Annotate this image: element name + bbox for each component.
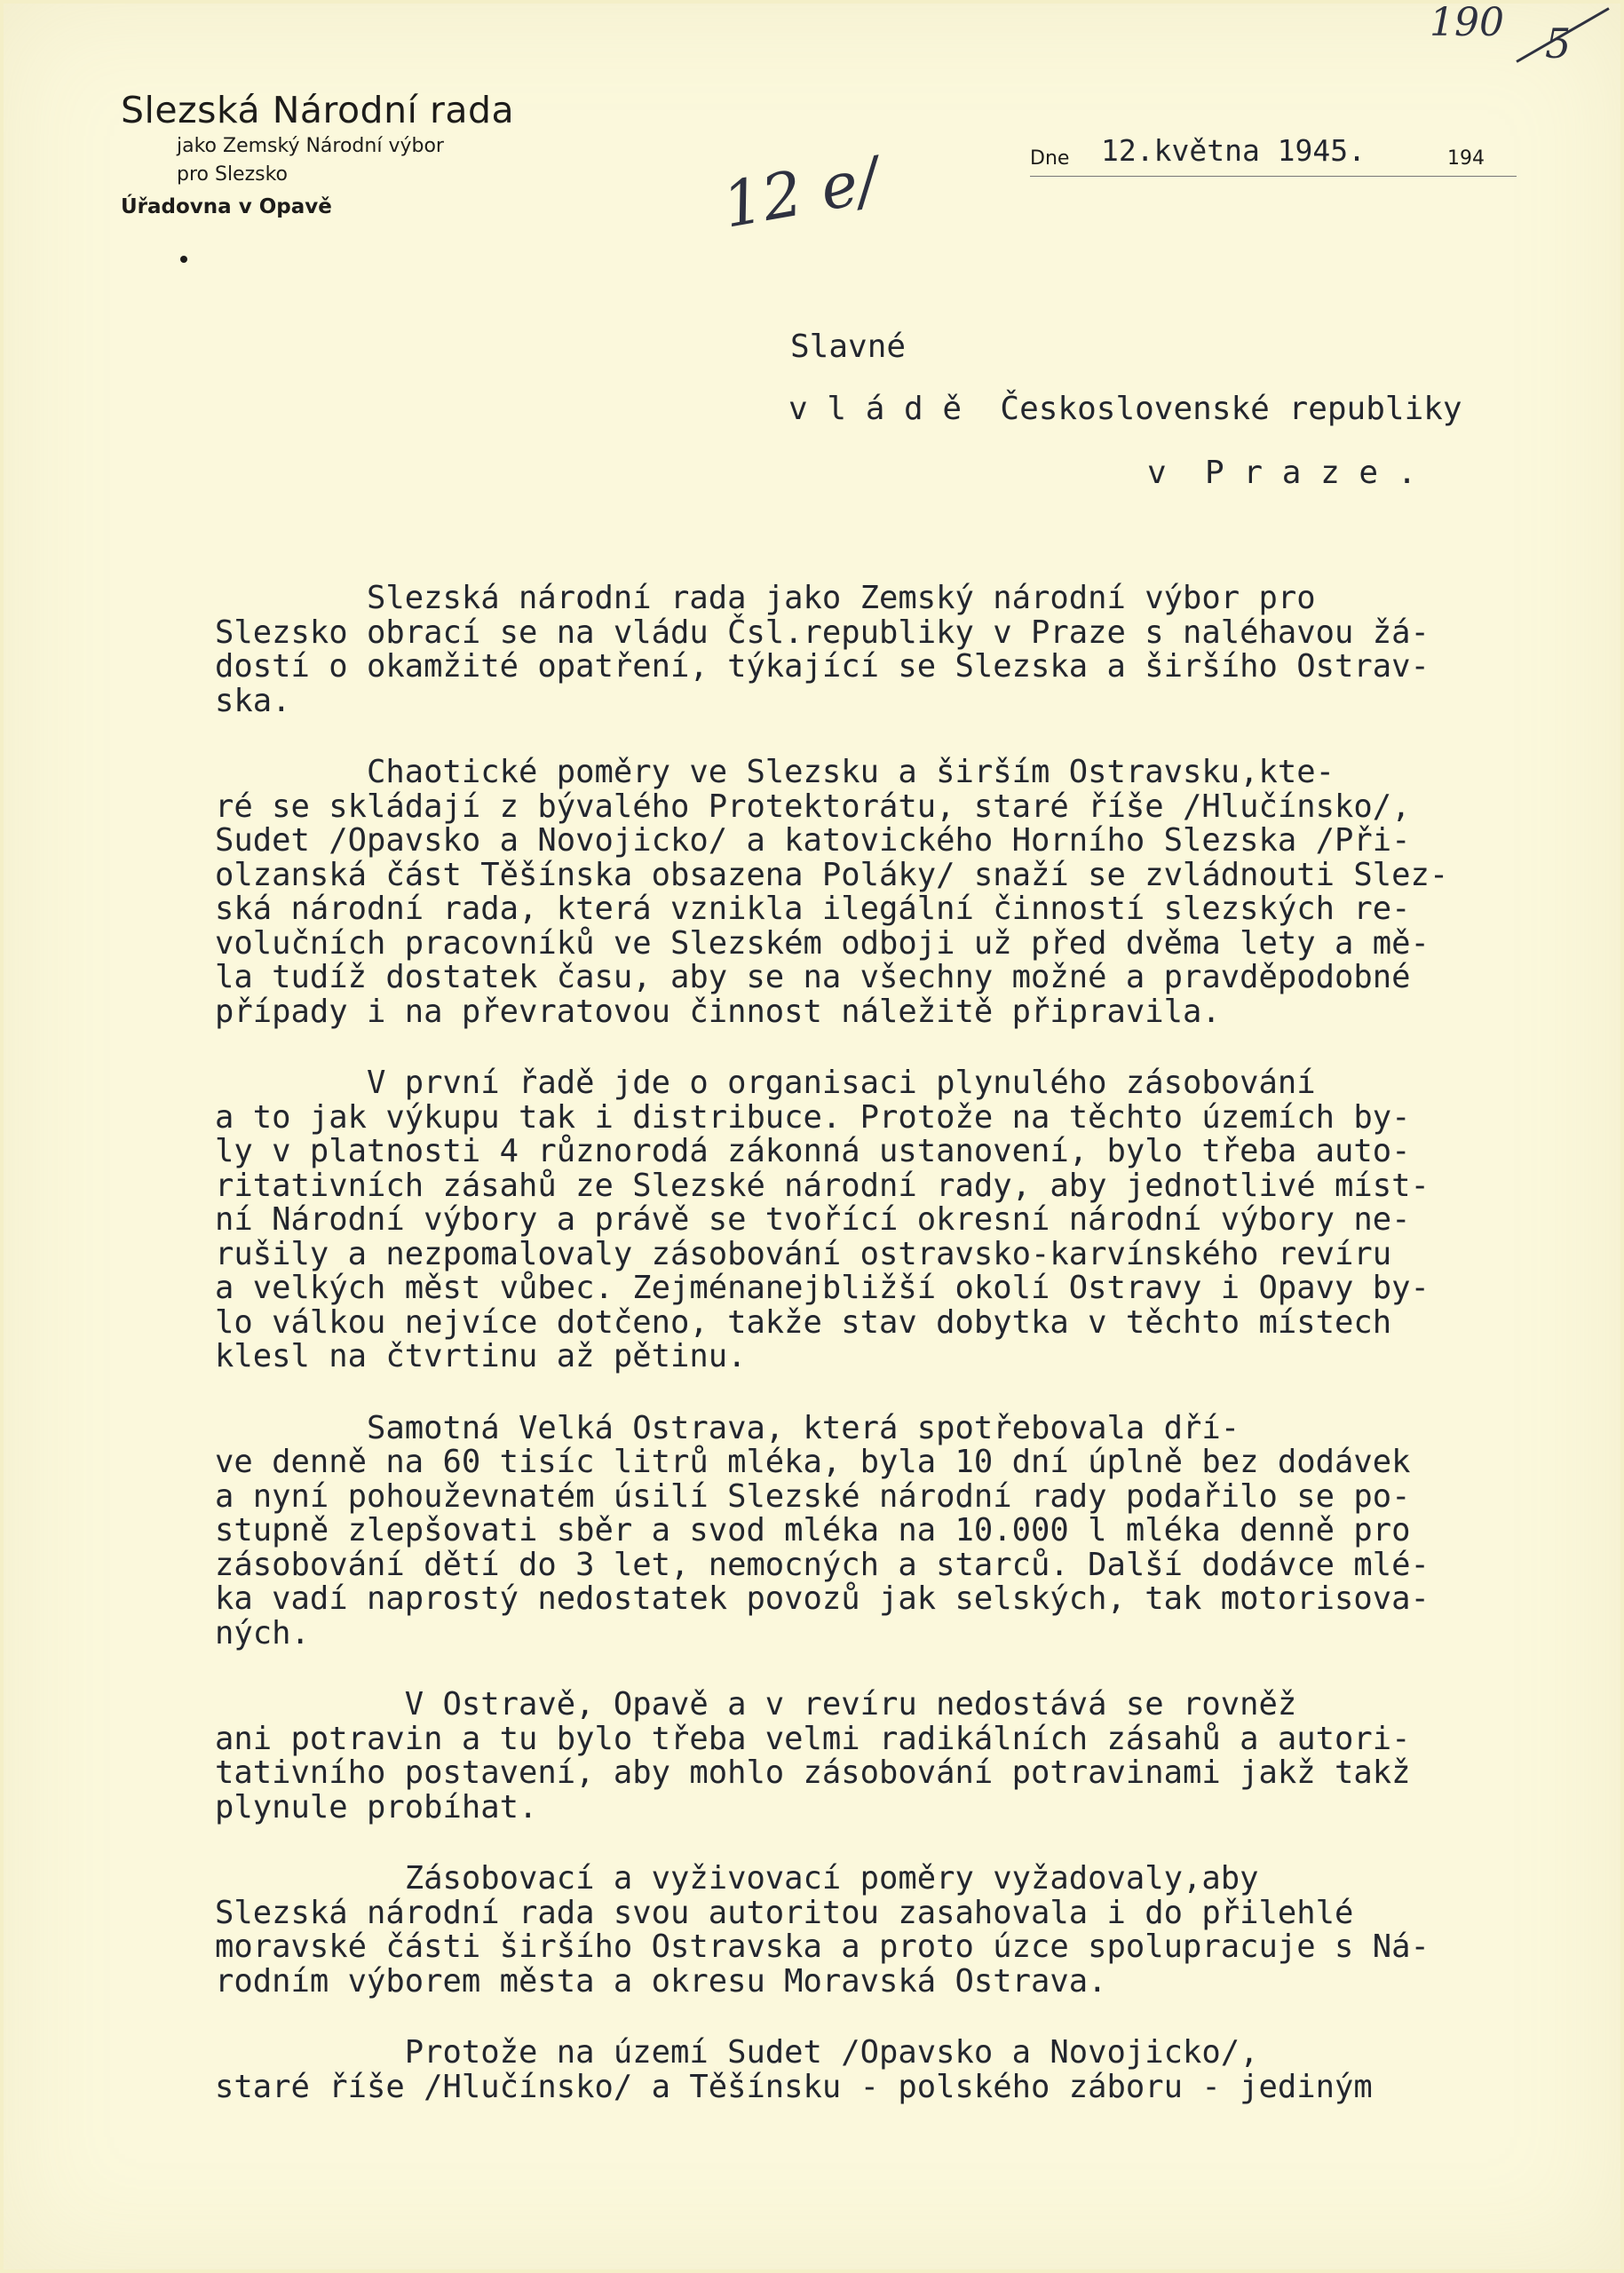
text-line: stupně zlepšovati sběr a svod mléka na 10.000 l mléka denně pro xyxy=(215,1512,1411,1548)
text-line: případy i na převratovou činnost náležitě připravila. xyxy=(215,993,1221,1030)
letter-body xyxy=(215,582,1600,2142)
paragraph xyxy=(215,582,1600,718)
paragraph xyxy=(215,1688,1600,1825)
text-line: a nyní pohouževnatém úsilí Slezské národní rady podařilo se po- xyxy=(215,1477,1411,1515)
letterhead xyxy=(121,89,514,224)
date-printed-year: 194 xyxy=(1447,147,1485,170)
text-line: Protože na území Sudet /Opavsko a Novojicko/, xyxy=(215,2034,1259,2071)
text-line: ných. xyxy=(215,1614,310,1651)
text-line: Slezsko obrací se na vládu Čsl.republiky v Praze s naléhavou žá- xyxy=(215,614,1430,651)
text-line: tativního postavení, aby mohlo zásobování potravinami jakž takž xyxy=(215,1754,1411,1791)
address-line-3: v P r a z e . xyxy=(1147,455,1417,491)
letterhead-dot xyxy=(180,256,187,263)
paragraph xyxy=(215,2036,1600,2104)
handwritten-reference: 12 e/ xyxy=(717,143,884,242)
text-line: dostí o okamžité opatření, týkající se Slezska a širšího Ostrav- xyxy=(215,648,1430,685)
text-line: a to jak výkupu tak i distribuce. Protože na těchto územích by- xyxy=(215,1098,1411,1136)
text-line: Slezská národní rada jako Zemský národní výbor pro xyxy=(215,580,1316,616)
text-line: plynule probíhat. xyxy=(215,1788,538,1826)
text-line: Sudet /Opavsko a Novojicko/ a katovického Horního Slezska /Při- xyxy=(215,822,1411,859)
text-line: ska. xyxy=(215,682,291,719)
text-line: la tudíž dostatek času, aby se na všechny možné a pravděpodobné xyxy=(215,959,1411,995)
text-line: Samotná Velká Ostrava, která spotřebovala dří- xyxy=(215,1409,1240,1446)
paragraph xyxy=(215,1066,1600,1374)
text-line: lo válkou nejvíce dotčeno, takže stav dobytka v těchto místech xyxy=(215,1303,1392,1341)
date-line xyxy=(1030,131,1517,177)
letterhead-office: Úřadovna v Opavě xyxy=(121,194,332,218)
paragraph xyxy=(215,1862,1600,1999)
text-line: ka vadí naprostý nedostatek povozů jak selských, tak motorisova- xyxy=(215,1580,1430,1617)
text-line: ská národní rada, která vznikla ilegální činností slezských re- xyxy=(215,891,1411,927)
date-label: Dne xyxy=(1030,147,1070,170)
address-line-2: v l á d ě Československé republiky xyxy=(788,391,1462,427)
handwritten-old-folio-number: 5 xyxy=(1545,20,1572,67)
text-line: zásobování dětí do 3 let, nemocných a starců. Další dodávce mlé- xyxy=(215,1546,1430,1583)
text-line: ritativních zásahů ze Slezské národní rady, aby jednotlivé míst- xyxy=(215,1167,1430,1204)
text-line: rodním výborem města a okresu Moravská Ostrava. xyxy=(215,1962,1107,2000)
text-line: volučních pracovníků ve Slezském odboji už před dvěma lety a mě- xyxy=(215,924,1430,962)
paragraph xyxy=(215,1409,1600,1651)
address-line-1: Slavné xyxy=(790,329,907,365)
paragraph xyxy=(215,756,1600,1029)
text-line: V první řadě jde o organisaci plynulého zásobování xyxy=(215,1065,1316,1101)
text-line: moravské části širšího Ostravska a proto úzce spolupracuje s Ná- xyxy=(215,1928,1430,1965)
text-line: olzanská část Těšínska obsazena Poláky/ snaží se zvládnouti Slez- xyxy=(215,856,1449,893)
text-line: V Ostravě, Opavě a v revíru nedostává se rovněž xyxy=(215,1686,1297,1723)
letterhead-title: Slezská Národní rada xyxy=(121,89,515,131)
text-line: ve denně na 60 tisíc litrů mléka, byla 10 dní úplně bez dodávek xyxy=(215,1444,1411,1480)
text-line: Zásobovací a vyživovací poměry vyžadovaly,aby xyxy=(215,1860,1259,1897)
text-line: Chaotické poměry ve Slezsku a širším Ostravsku,kte- xyxy=(215,754,1335,790)
text-line: Slezská národní rada svou autoritou zasahovala i do přilehlé xyxy=(215,1894,1354,1931)
text-line: a velkých měst vůbec. Zejménanejbližší okolí Ostravy i Opavy by- xyxy=(215,1270,1430,1306)
handwritten-folio-number: 190 xyxy=(1430,0,1504,45)
text-line: ani potravin a tu bylo třeba velmi radikálních zásahů a autori- xyxy=(215,1720,1411,1757)
text-line: ré se skládají z bývalého Protektorátu, staré říše /Hlučínsko/, xyxy=(215,788,1411,825)
text-line: ly v platnosti 4 různorodá zákonná ustanovení, bylo třeba auto- xyxy=(215,1133,1411,1169)
date-value: 12.května 1945. xyxy=(1101,133,1367,168)
text-line: staré říše /Hlučínsko/ a Těšínsku - polského záboru - jediným xyxy=(215,2068,1373,2105)
letterhead-subtitle-1: jako Zemský Národní výbor xyxy=(177,135,444,158)
text-line: ní Národní výbory a právě se tvořící okresní národní výbory ne- xyxy=(215,1201,1411,1238)
text-line: rušily a nezpomalovaly zásobování ostravsko-karvínského revíru xyxy=(215,1235,1392,1272)
text-line: klesl na čtvrtinu až pětinu. xyxy=(215,1338,747,1374)
letterhead-subtitle-2: pro Slezsko xyxy=(177,163,289,186)
